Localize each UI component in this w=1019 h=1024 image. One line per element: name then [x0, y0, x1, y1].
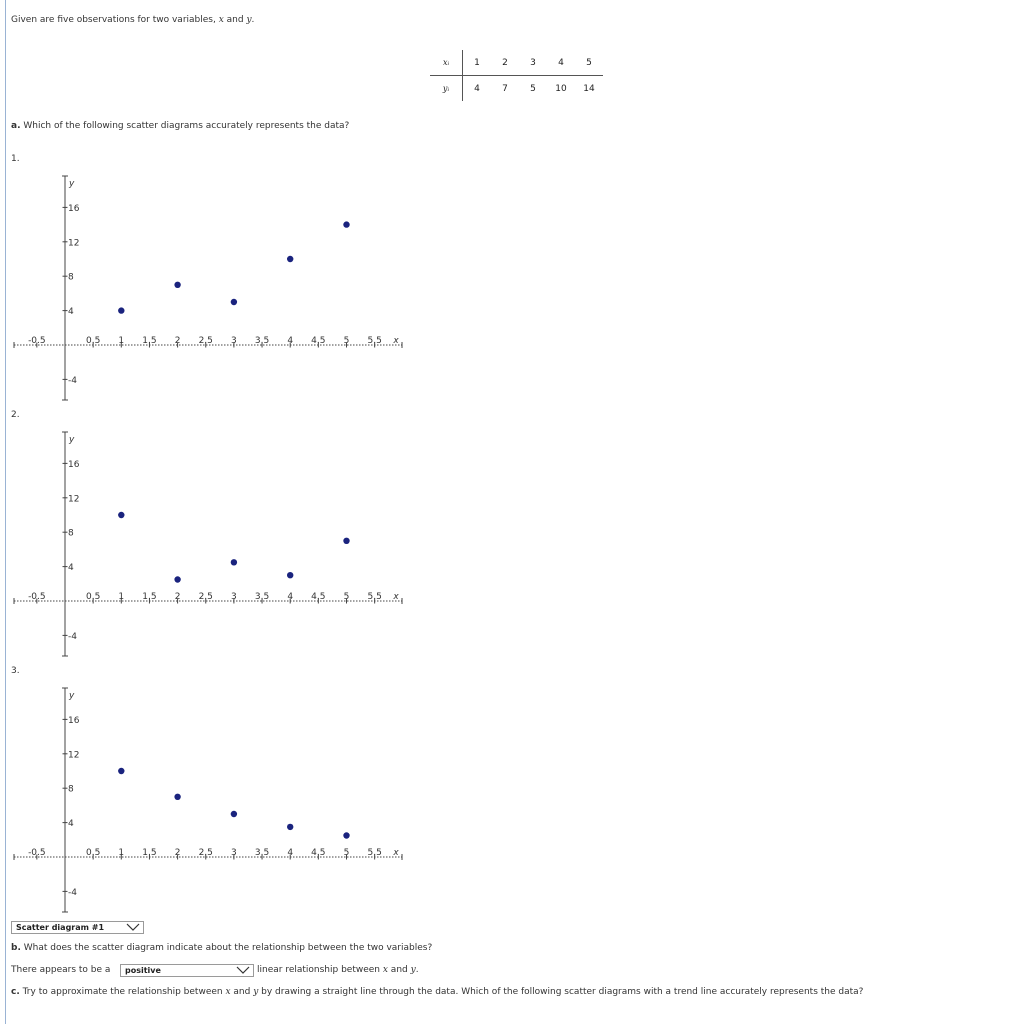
- intro-text: Given are five observations for two variables, x and y.: [11, 15, 255, 25]
- x-tick-label: 4.5: [311, 592, 326, 602]
- x-tick-label: 5.5: [367, 848, 382, 858]
- x-tick-label: 1.5: [142, 592, 157, 602]
- table-cell: 1: [463, 50, 492, 76]
- y-axis-label: y: [69, 179, 75, 189]
- x-tick-label: 2.5: [198, 848, 213, 858]
- table-header-y: yᵢ: [430, 76, 463, 102]
- x-tick-label: 2.5: [198, 592, 213, 602]
- x-tick-label: 2: [174, 848, 181, 858]
- x-tick-label: 5.5: [367, 336, 382, 346]
- x-tick-label: 0.5: [85, 848, 101, 858]
- x-axis-label: x: [393, 336, 399, 346]
- x-tick-label: 3.5: [254, 336, 270, 346]
- x-tick-label: 3: [231, 848, 237, 858]
- chevron-down-icon: [236, 966, 250, 977]
- relationship-select-value: positive: [125, 966, 161, 975]
- x-tick-label: 1: [118, 848, 125, 858]
- data-point: [118, 307, 124, 313]
- x-tick-label: 3: [231, 592, 237, 602]
- x-tick-label: 5: [343, 592, 350, 602]
- x-tick-label: 4.5: [311, 336, 326, 346]
- x-tick-label: 5: [343, 336, 350, 346]
- option-1-label: 1.: [11, 154, 20, 164]
- data-point: [174, 794, 180, 800]
- x-tick-label: 3: [231, 336, 237, 346]
- y-tick-label: 8: [68, 272, 74, 283]
- y-tick-label: 16: [68, 203, 80, 214]
- y-tick-label: 8: [68, 528, 74, 539]
- answer-b-post: linear relationship between x and y.: [257, 965, 419, 975]
- x-tick-label: 5.5: [367, 592, 382, 602]
- x-tick-label: -0.5: [28, 848, 46, 858]
- chevron-down-icon: [126, 923, 140, 934]
- table-row-x: [430, 50, 603, 76]
- table-row-y: [430, 76, 603, 102]
- x-tick-label: 1.5: [142, 848, 157, 858]
- x-tick-label: 5: [343, 848, 350, 858]
- x-tick-label: 4: [287, 592, 294, 602]
- x-axis-label: x: [393, 848, 399, 858]
- y-tick-label: 4: [68, 819, 74, 830]
- y-tick-label: 16: [68, 715, 80, 726]
- data-point: [231, 811, 237, 817]
- table-cell: 10: [555, 83, 567, 94]
- x-tick-label: 1.5: [142, 336, 157, 346]
- y-tick-label: -4: [68, 887, 77, 898]
- x-tick-label: 2: [174, 592, 181, 602]
- data-point: [174, 576, 180, 582]
- question-b: b. What does the scatter diagram indicate about the relationship between the two variables?: [11, 943, 433, 953]
- table-cell: 4: [547, 50, 575, 76]
- table-cell: 5: [530, 83, 536, 94]
- y-tick-label: 12: [68, 494, 80, 505]
- scatter-chart-3-svg: [12, 682, 412, 912]
- x-tick-label: 2.5: [198, 336, 213, 346]
- scatter-chart-3[interactable]: [12, 682, 412, 912]
- x-tick-label: 4.5: [311, 848, 326, 858]
- x-tick-label: 4: [287, 848, 294, 858]
- x-axis-label: x: [393, 592, 399, 602]
- data-point: [174, 282, 180, 288]
- x-tick-label: 3.5: [254, 848, 270, 858]
- scatter-diagram-select[interactable]: [11, 921, 144, 934]
- scatter-chart-1-svg: [12, 170, 412, 400]
- data-point: [287, 572, 293, 578]
- data-point: [343, 221, 349, 227]
- table-cell: 14: [583, 83, 595, 94]
- y-tick-label: 8: [68, 784, 74, 795]
- x-tick-label: -0.5: [28, 592, 46, 602]
- scatter-chart-1[interactable]: [12, 170, 412, 400]
- relationship-select[interactable]: [120, 964, 254, 977]
- table-header-x: xᵢ: [430, 50, 463, 76]
- y-tick-label: -4: [68, 375, 77, 386]
- y-tick-label: 16: [68, 459, 80, 470]
- data-point: [287, 824, 293, 830]
- data-point: [343, 538, 349, 544]
- data-point: [118, 768, 124, 774]
- x-tick-label: 1: [118, 336, 125, 346]
- x-tick-label: 3.5: [254, 592, 270, 602]
- data-table: [430, 50, 603, 101]
- question-a: a. Which of the following scatter diagrams accurately represents the data?: [11, 121, 350, 131]
- x-tick-label: 4: [287, 336, 294, 346]
- y-tick-label: 4: [68, 563, 74, 574]
- left-margin-rule: [5, 0, 6, 1024]
- option-2-label: 2.: [11, 410, 20, 420]
- x-tick-label: 1: [118, 592, 125, 602]
- x-tick-label: 0.5: [85, 336, 101, 346]
- data-point: [118, 512, 124, 518]
- question-c: c. Try to approximate the relationship between x and y by drawing a straight line through the data. Which of the following scatter diagrams with a trend line accurately represents the data?: [11, 987, 864, 997]
- y-axis-label: y: [69, 691, 75, 701]
- table-cell: 3: [519, 50, 547, 76]
- table-cell: 5: [575, 50, 603, 76]
- y-tick-label: 12: [68, 750, 80, 761]
- y-tick-label: 4: [68, 307, 74, 318]
- table-cell: 2: [491, 50, 519, 76]
- option-3-label: 3.: [11, 666, 20, 676]
- x-tick-label: 0.5: [85, 592, 101, 602]
- y-tick-label: -4: [68, 631, 77, 642]
- scatter-chart-2-svg: [12, 426, 412, 656]
- data-point: [287, 256, 293, 262]
- y-axis-label: y: [69, 435, 75, 445]
- scatter-diagram-select-value: Scatter diagram #1: [16, 923, 105, 932]
- x-tick-label: -0.5: [28, 336, 46, 346]
- scatter-chart-2[interactable]: [12, 426, 412, 656]
- answer-b-pre: There appears to be a: [11, 965, 111, 975]
- table-cell: 7: [502, 83, 508, 94]
- data-point: [231, 299, 237, 305]
- data-point: [231, 559, 237, 565]
- x-tick-label: 2: [174, 336, 181, 346]
- table-cell: 4: [474, 83, 480, 94]
- y-tick-label: 12: [68, 238, 80, 249]
- data-point: [343, 832, 349, 838]
